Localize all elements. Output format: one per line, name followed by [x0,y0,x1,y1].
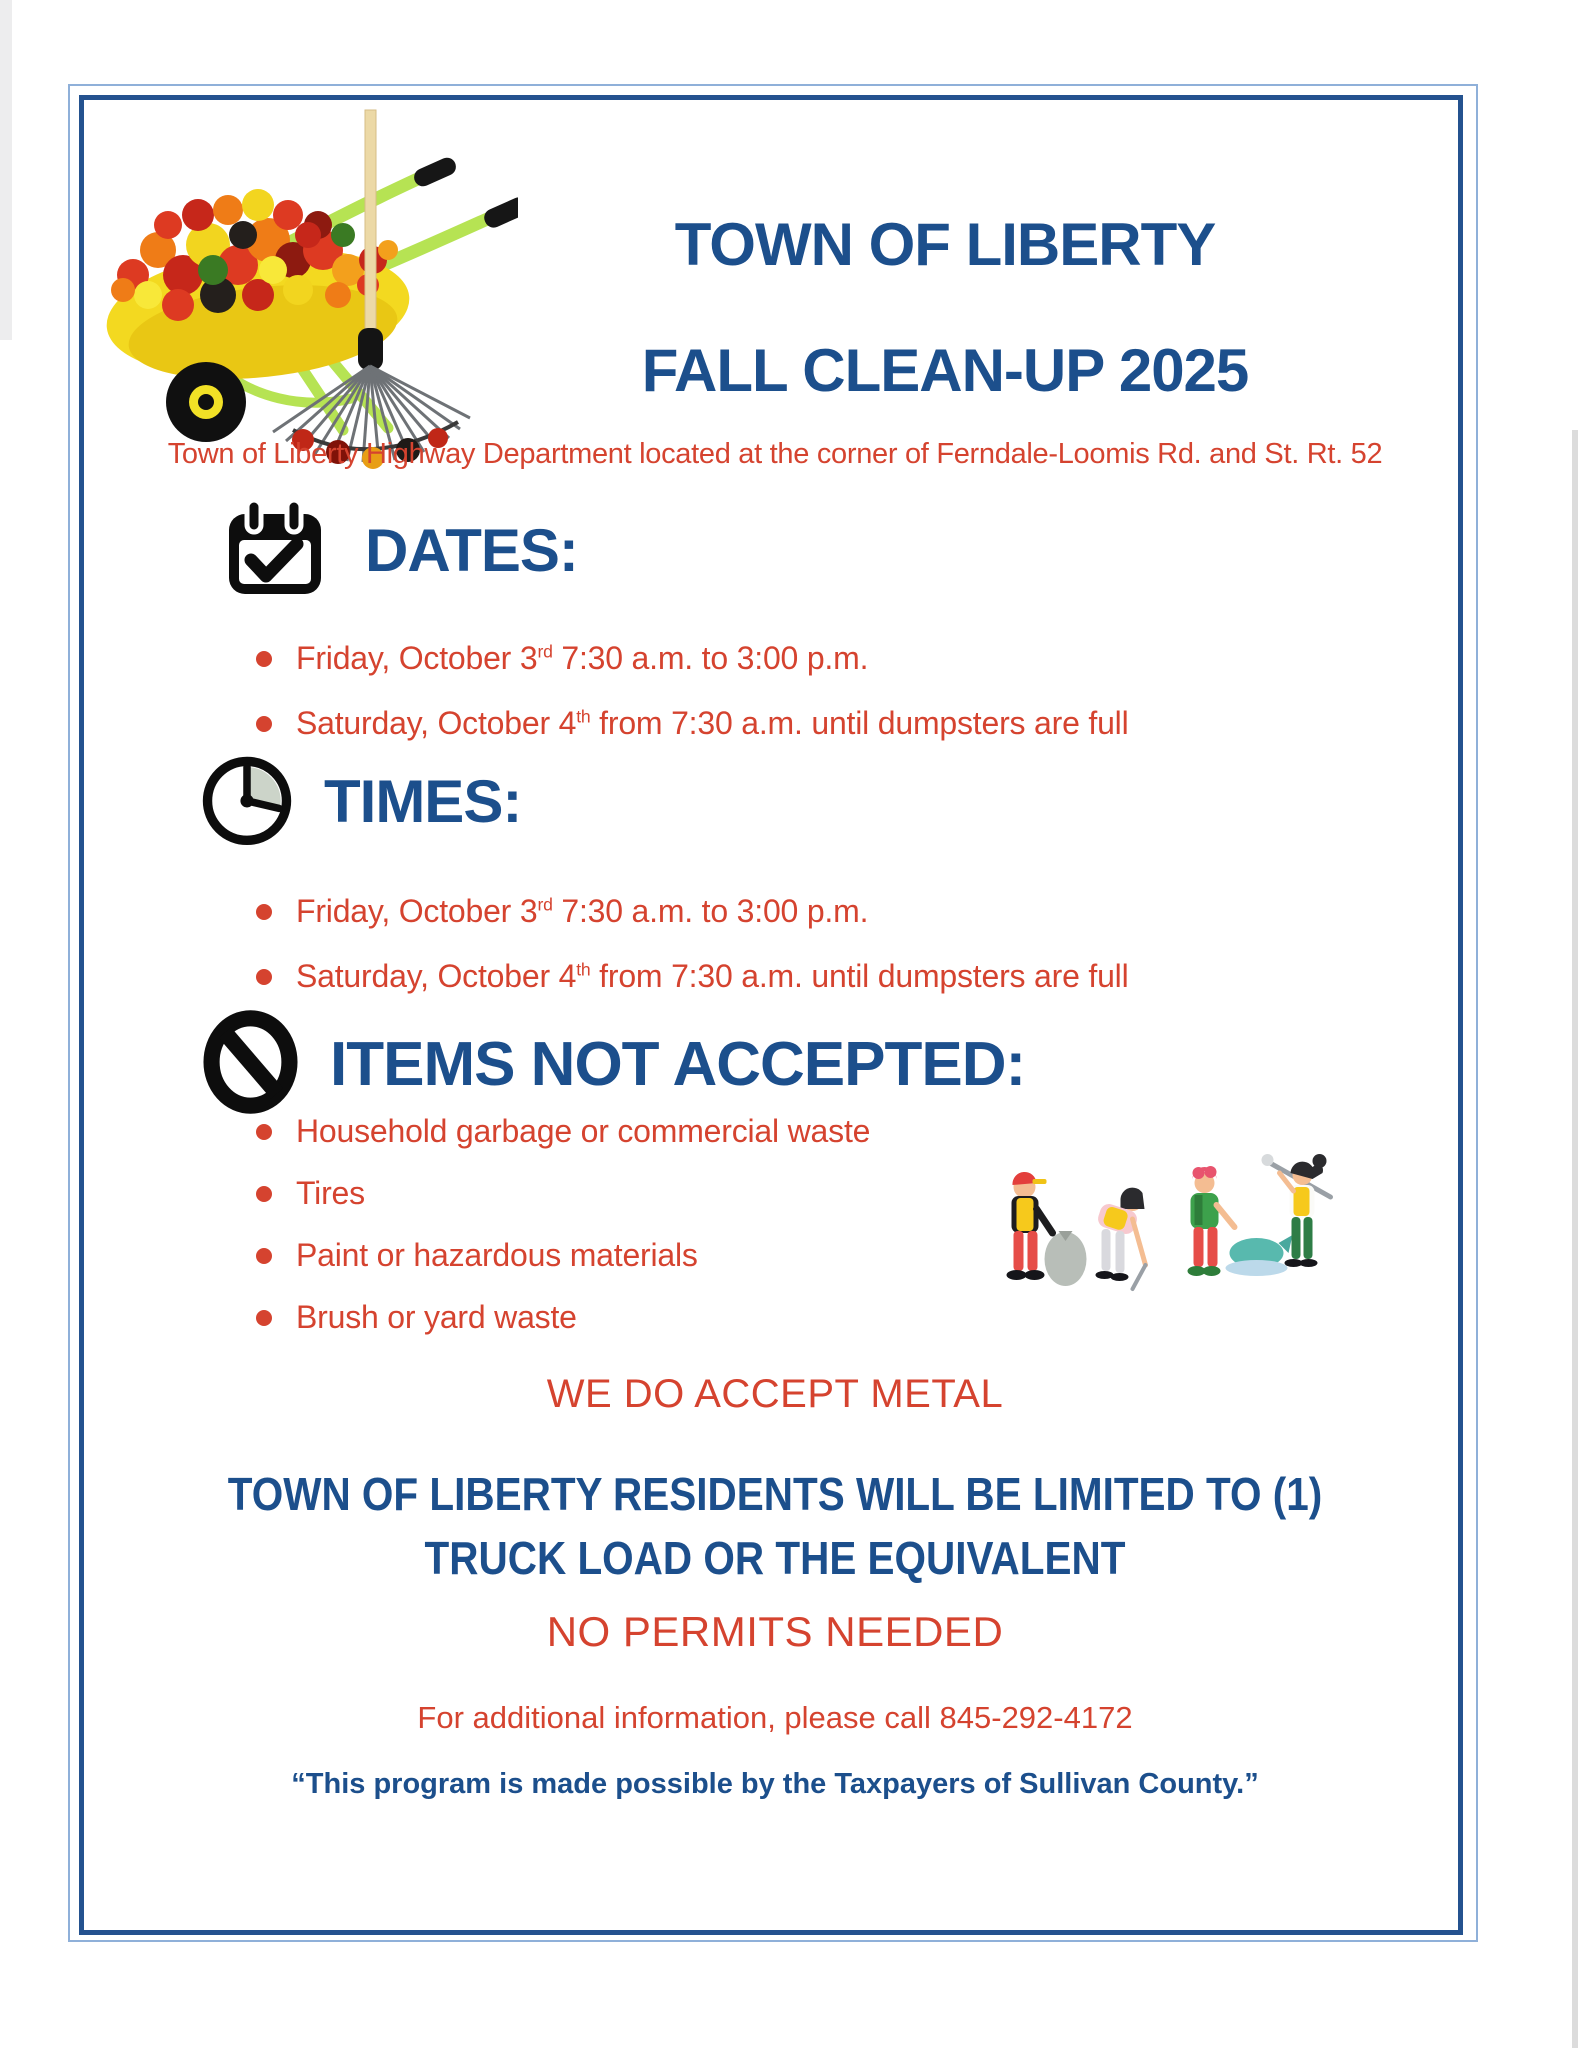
dates-list [256,640,1129,745]
times-list [256,893,1129,998]
not-accepted-heading-label: ITEMS NOT ACCEPTED: [330,1030,1026,1099]
location-subtitle: Town of Liberty Highway Department located at the corner of Ferndale-Loomis Rd. and St. Rt. 52 [167,438,1383,470]
page-title: TOWN OF LIBERTY [674,211,1216,278]
not-accepted-item: Brush or yard waste [296,1299,577,1335]
bullet-dot [256,1186,272,1202]
people-cleaning-illustration [980,1135,1345,1305]
no-permits-note: NO PERMITS NEEDED [546,1608,1004,1655]
no-symbol-icon [203,1008,298,1121]
scan-artifact-right [1572,430,1578,2048]
bullet-dot [256,651,272,667]
list-item [256,893,1129,933]
not-accepted-section-heading [203,1008,1025,1121]
not-accepted-item: Tires [296,1175,365,1211]
clock-icon [200,752,294,851]
date-item-saturday: Saturday, October 4th from 7:30 a.m. until dumpsters are full [296,705,1129,741]
list-item [256,1175,870,1215]
date-item-friday: Friday, October 3rd 7:30 a.m. to 3:00 p.m. [296,640,869,676]
bullet-dot [256,1248,272,1264]
list-item [256,640,1129,680]
not-accepted-item: Household garbage or commercial waste [296,1113,871,1149]
wheelbarrow-leaves-rake-illustration [88,100,518,470]
bullet-dot [256,1124,272,1140]
contact-info: For additional information, please call 845-292-4172 [417,1700,1133,1735]
dates-section-heading [225,498,578,603]
not-accepted-list [256,1113,870,1339]
time-item-friday: Friday, October 3rd 7:30 a.m. to 3:00 p.m. [296,893,869,929]
list-item [256,705,1129,745]
list-item [256,1237,870,1277]
taxpayers-quote: “This program is made possible by the Taxpayers of Sullivan County.” [291,1768,1259,1800]
list-item [256,958,1129,998]
truckload-limit-note [168,1462,1382,1590]
list-item [256,1299,870,1339]
bullet-dot [256,969,272,985]
truckload-limit-line1: TOWN OF LIBERTY RESIDENTS WILL BE LIMITED TO (1) [227,1468,1323,1520]
wheelbarrow-icon [88,100,518,470]
truckload-limit-line2: TRUCK LOAD OR THE EQUIVALENT [424,1532,1126,1584]
dates-heading-label: DATES: [365,517,578,584]
calendar-check-icon [225,498,325,603]
bullet-dot [256,716,272,732]
bullet-dot [256,1310,272,1326]
not-accepted-item: Paint or hazardous materials [296,1237,698,1273]
cleanup-crew-icon [980,1135,1345,1305]
times-heading-label: TIMES: [324,768,522,835]
bullet-dot [256,904,272,920]
page-title-event: FALL CLEAN-UP 2025 [641,337,1249,404]
list-item [256,1113,870,1153]
times-section-heading [200,752,521,851]
accept-metal-note: WE DO ACCEPT METAL [546,1372,1004,1416]
scan-artifact-left [0,0,12,340]
time-item-saturday: Saturday, October 4th from 7:30 a.m. until dumpsters are full [296,958,1129,994]
